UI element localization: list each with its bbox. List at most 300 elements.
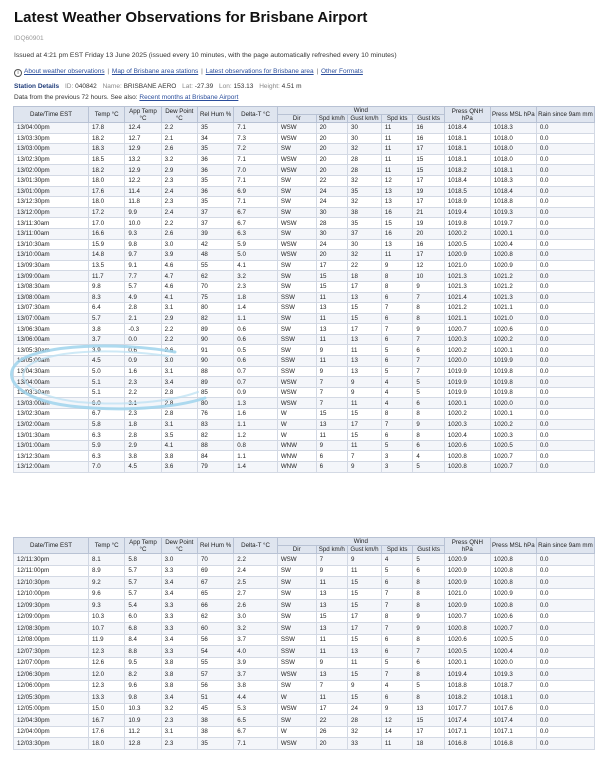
cell-rain: 0.0 (536, 260, 594, 271)
map-stations-link[interactable]: Map of Brisbane area stations (111, 68, 199, 75)
cell-wind-dir: SW (277, 207, 316, 218)
cell-rel-hum: 90 (197, 356, 233, 367)
cell-datetime: 13/03:30am (14, 387, 89, 398)
cell-temp: 6.4 (89, 303, 125, 314)
cell-wind-gust-kmh: 13 (348, 334, 382, 345)
cell-wind-dir: SSW (277, 356, 316, 367)
cell-temp: 9.2 (89, 577, 125, 589)
cell-wind-gust-kmh: 32 (348, 250, 382, 261)
cell-wind-gust-kts: 5 (413, 462, 444, 473)
cell-dew-point: 3.8 (161, 680, 197, 692)
cell-datetime: 12/05:00pm (14, 703, 89, 715)
cell-press-msl: 1017.4 (490, 715, 536, 727)
cell-wind-spd-kmh: 9 (316, 366, 347, 377)
cell-rain: 0.0 (536, 577, 594, 589)
cell-wind-gust-kts: 13 (413, 703, 444, 715)
cell-wind-gust-kts: 17 (413, 175, 444, 186)
header-press-qnh: Press QNH hPa (444, 538, 490, 554)
cell-wind-spd-kts: 7 (381, 623, 412, 635)
cell-dew-point: 2.1 (161, 133, 197, 144)
cell-app-temp: 5.7 (125, 565, 161, 577)
cell-press-qnh: 1020.2 (444, 228, 490, 239)
cell-datetime: 13/10:00am (14, 250, 89, 261)
table-row (14, 250, 595, 261)
cell-dew-point: 4.1 (161, 292, 197, 303)
table-row (14, 366, 595, 377)
other-formats-link[interactable]: Other Formats (320, 68, 363, 75)
cell-app-temp: 2.2 (125, 387, 161, 398)
cell-wind-dir: SW (277, 600, 316, 612)
latest-observations-link[interactable]: Latest observations for Brisbane area (205, 68, 314, 75)
cell-wind-spd-kmh: 17 (316, 260, 347, 271)
cell-wind-spd-kmh: 13 (316, 669, 347, 681)
cell-press-qnh: 1018.1 (444, 154, 490, 165)
cell-rain: 0.0 (536, 228, 594, 239)
cell-dew-point: 2.2 (161, 123, 197, 134)
cell-press-msl: 1021.0 (490, 313, 536, 324)
cell-rain: 0.0 (536, 398, 594, 409)
cell-dew-point: 3.0 (161, 239, 197, 250)
cell-wind-gust-kts: 6 (413, 565, 444, 577)
cell-app-temp: 2.9 (125, 440, 161, 451)
cell-rain: 0.0 (536, 715, 594, 727)
cell-press-msl: 1018.8 (490, 197, 536, 208)
cell-wind-spd-kts: 7 (381, 303, 412, 314)
cell-wind-dir: WNW (277, 451, 316, 462)
cell-wind-gust-kts: 8 (413, 588, 444, 600)
cell-delta-t: 7.3 (234, 133, 278, 144)
cell-press-qnh: 1020.9 (444, 600, 490, 612)
table-row (14, 726, 595, 738)
cell-wind-spd-kmh: 20 (316, 250, 347, 261)
cell-wind-gust-kmh: 15 (348, 409, 382, 420)
cell-datetime: 13/05:30am (14, 345, 89, 356)
cell-press-qnh: 1020.9 (444, 565, 490, 577)
cell-app-temp: 11.8 (125, 197, 161, 208)
cell-temp: 12.6 (89, 657, 125, 669)
cell-delta-t: 5.3 (234, 703, 278, 715)
cell-press-qnh: 1016.8 (444, 738, 490, 750)
cell-temp: 11.7 (89, 271, 125, 282)
table-row (14, 186, 595, 197)
cell-wind-dir: WSW (277, 218, 316, 229)
header-wind: Wind (277, 538, 444, 546)
cell-rel-hum: 36 (197, 154, 233, 165)
cell-wind-spd-kmh: 13 (316, 588, 347, 600)
cell-wind-dir: SSW (277, 646, 316, 658)
info-icon: i (14, 69, 22, 77)
cell-rel-hum: 38 (197, 715, 233, 727)
cell-dew-point: 2.3 (161, 715, 197, 727)
cell-rel-hum: 83 (197, 419, 233, 430)
cell-rain: 0.0 (536, 281, 594, 292)
cell-rain: 0.0 (536, 634, 594, 646)
cell-wind-gust-kts: 8 (413, 409, 444, 420)
cell-wind-spd-kts: 8 (381, 409, 412, 420)
cell-rel-hum: 66 (197, 600, 233, 612)
cell-datetime: 13/02:30am (14, 409, 89, 420)
cell-temp: 15.9 (89, 239, 125, 250)
table-row (14, 451, 595, 462)
cell-press-msl: 1020.4 (490, 239, 536, 250)
cell-app-temp: 2.8 (125, 430, 161, 441)
cell-wind-spd-kmh: 13 (316, 324, 347, 335)
cell-wind-dir: WSW (277, 387, 316, 398)
cell-delta-t: 3.0 (234, 611, 278, 623)
cell-datetime: 12/04:30pm (14, 715, 89, 727)
cell-wind-spd-kts: 6 (381, 577, 412, 589)
cell-app-temp: 9.5 (125, 657, 161, 669)
cell-rain: 0.0 (536, 611, 594, 623)
table-row (14, 738, 595, 750)
cell-press-msl: 1020.7 (490, 623, 536, 635)
cell-press-msl: 1019.7 (490, 218, 536, 229)
cell-wind-gust-kmh: 30 (348, 133, 382, 144)
cell-wind-gust-kts: 16 (413, 239, 444, 250)
cell-app-temp: 10.9 (125, 715, 161, 727)
cell-datetime: 13/01:30pm (14, 175, 89, 186)
cell-rain: 0.0 (536, 669, 594, 681)
cell-delta-t: 0.6 (234, 334, 278, 345)
cell-wind-spd-kts: 8 (381, 271, 412, 282)
cell-wind-gust-kmh: 11 (348, 345, 382, 356)
cell-dew-point: 3.1 (161, 303, 197, 314)
cell-delta-t: 3.2 (234, 271, 278, 282)
cell-wind-gust-kmh: 15 (348, 577, 382, 589)
cell-press-msl: 1020.3 (490, 430, 536, 441)
cell-press-qnh: 1018.2 (444, 165, 490, 176)
cell-app-temp: 13.2 (125, 154, 161, 165)
cell-rel-hum: 34 (197, 133, 233, 144)
cell-temp: 3.9 (89, 345, 125, 356)
cell-rel-hum: 56 (197, 634, 233, 646)
cell-app-temp: 0.6 (125, 345, 161, 356)
station-lat: -27.39 (194, 83, 214, 90)
cell-wind-gust-kts: 17 (413, 250, 444, 261)
cell-app-temp: 9.8 (125, 692, 161, 704)
table-row (14, 356, 595, 367)
cell-wind-dir: SW (277, 271, 316, 282)
header-wind: Wind (277, 107, 444, 115)
cell-press-msl: 1018.1 (490, 692, 536, 704)
cell-press-qnh: 1021.2 (444, 303, 490, 314)
cell-wind-spd-kts: 7 (381, 669, 412, 681)
cell-wind-spd-kts: 6 (381, 692, 412, 704)
cell-wind-spd-kts: 12 (381, 175, 412, 186)
cell-wind-spd-kts: 16 (381, 228, 412, 239)
table-row (14, 657, 595, 669)
cell-app-temp: 12.4 (125, 123, 161, 134)
cell-app-temp: 12.9 (125, 144, 161, 155)
cell-wind-gust-kts: 15 (413, 165, 444, 176)
cell-temp: 17.6 (89, 726, 125, 738)
table-row (14, 715, 595, 727)
cell-wind-spd-kts: 13 (381, 239, 412, 250)
cell-wind-spd-kts: 5 (381, 366, 412, 377)
cell-rain: 0.0 (536, 197, 594, 208)
cell-press-msl: 1020.0 (490, 657, 536, 669)
cell-wind-gust-kts: 21 (413, 207, 444, 218)
station-height: 4.51 m (281, 83, 302, 90)
cell-delta-t: 7.1 (234, 738, 278, 750)
cell-wind-gust-kmh: 32 (348, 144, 382, 155)
cell-delta-t: 1.1 (234, 313, 278, 324)
observations-table-2 (13, 537, 595, 750)
cell-rain: 0.0 (536, 680, 594, 692)
cell-wind-gust-kts: 12 (413, 260, 444, 271)
cell-press-msl: 1020.1 (490, 228, 536, 239)
cell-delta-t: 3.8 (234, 680, 278, 692)
cell-app-temp: 3.8 (125, 451, 161, 462)
cell-wind-gust-kmh: 13 (348, 292, 382, 303)
cell-wind-dir: WSW (277, 669, 316, 681)
cell-wind-dir: SW (277, 324, 316, 335)
cell-wind-dir: WSW (277, 377, 316, 388)
cell-rain: 0.0 (536, 133, 594, 144)
cell-app-temp: 2.3 (125, 377, 161, 388)
table-row (14, 239, 595, 250)
cell-rain: 0.0 (536, 600, 594, 612)
cell-rain: 0.0 (536, 356, 594, 367)
cell-temp: 16.7 (89, 715, 125, 727)
cell-rel-hum: 37 (197, 207, 233, 218)
cell-datetime: 13/04:00am (14, 377, 89, 388)
cell-wind-gust-kts: 7 (413, 334, 444, 345)
cell-dew-point: 2.4 (161, 186, 197, 197)
cell-app-temp: 8.2 (125, 669, 161, 681)
cell-wind-gust-kts: 8 (413, 313, 444, 324)
cell-rel-hum: 55 (197, 657, 233, 669)
cell-rel-hum: 38 (197, 726, 233, 738)
cell-dew-point: 3.0 (161, 356, 197, 367)
cell-datetime: 13/07:00am (14, 313, 89, 324)
cell-wind-gust-kmh: 17 (348, 419, 382, 430)
issued-text: Issued at 4:21 pm EST Friday 13 June 2025 (issued every 10 minutes, with the page automatically refreshed every 10 minutes) (14, 52, 397, 59)
cell-rel-hum: 54 (197, 646, 233, 658)
cell-wind-spd-kmh: 9 (316, 345, 347, 356)
cell-rel-hum: 42 (197, 239, 233, 250)
cell-press-qnh: 1020.4 (444, 430, 490, 441)
cell-wind-gust-kmh: 17 (348, 623, 382, 635)
cell-wind-gust-kts: 8 (413, 634, 444, 646)
cell-press-msl: 1020.8 (490, 554, 536, 566)
cell-press-qnh: 1019.8 (444, 218, 490, 229)
cell-rel-hum: 67 (197, 577, 233, 589)
cell-wind-spd-kmh: 15 (316, 281, 347, 292)
cell-temp: 8.9 (89, 565, 125, 577)
cell-press-msl: 1019.8 (490, 366, 536, 377)
header-datetime: Date/Time EST (14, 538, 89, 554)
cell-wind-gust-kts: 6 (413, 398, 444, 409)
cell-delta-t: 2.2 (234, 554, 278, 566)
cell-delta-t: 0.9 (234, 387, 278, 398)
cell-rel-hum: 84 (197, 451, 233, 462)
cell-press-qnh: 1020.1 (444, 657, 490, 669)
cell-wind-gust-kts: 9 (413, 324, 444, 335)
cell-press-qnh: 1019.4 (444, 669, 490, 681)
cell-wind-gust-kts: 9 (413, 611, 444, 623)
cell-app-temp: 6.8 (125, 623, 161, 635)
cell-delta-t: 0.8 (234, 440, 278, 451)
cell-wind-spd-kts: 12 (381, 715, 412, 727)
cell-datetime: 13/11:00am (14, 228, 89, 239)
cell-app-temp: 5.7 (125, 281, 161, 292)
cell-rain: 0.0 (536, 175, 594, 186)
cell-press-qnh: 1020.6 (444, 440, 490, 451)
table-row (14, 387, 595, 398)
cell-rain: 0.0 (536, 554, 594, 566)
cell-dew-point: 3.3 (161, 565, 197, 577)
cell-dew-point: 2.2 (161, 334, 197, 345)
cell-press-qnh: 1017.1 (444, 726, 490, 738)
cell-wind-dir: WSW (277, 703, 316, 715)
header-press-msl: Press MSL hPa (490, 107, 536, 123)
cell-delta-t: 3.7 (234, 669, 278, 681)
cell-rel-hum: 60 (197, 623, 233, 635)
cell-wind-spd-kmh: 20 (316, 738, 347, 750)
cell-datetime: 12/10:30pm (14, 577, 89, 589)
cell-temp: 18.0 (89, 175, 125, 186)
cell-wind-spd-kmh: 20 (316, 133, 347, 144)
cell-rain: 0.0 (536, 430, 594, 441)
cell-app-temp: 12.9 (125, 165, 161, 176)
cell-wind-spd-kts: 6 (381, 646, 412, 658)
cell-rel-hum: 56 (197, 680, 233, 692)
header-rain: Rain since 9am mm (536, 538, 594, 554)
cell-wind-dir: SW (277, 623, 316, 635)
cell-press-qnh: 1020.2 (444, 345, 490, 356)
station-id: 040842 (75, 83, 97, 90)
cell-wind-gust-kmh: 32 (348, 175, 382, 186)
cell-press-msl: 1020.8 (490, 565, 536, 577)
cell-press-msl: 1017.1 (490, 726, 536, 738)
cell-press-qnh: 1021.3 (444, 281, 490, 292)
cell-wind-gust-kts: 6 (413, 440, 444, 451)
cell-temp: 6.7 (89, 409, 125, 420)
cell-rel-hum: 36 (197, 165, 233, 176)
cell-wind-gust-kts: 7 (413, 292, 444, 303)
station-height-label: Height: (259, 83, 280, 90)
table-row (14, 144, 595, 155)
table-row (14, 377, 595, 388)
cell-dew-point: 3.3 (161, 600, 197, 612)
cell-wind-spd-kmh: 22 (316, 175, 347, 186)
cell-wind-spd-kts: 5 (381, 440, 412, 451)
cell-wind-gust-kts: 9 (413, 419, 444, 430)
cell-wind-dir: WNW (277, 462, 316, 473)
cell-wind-spd-kts: 13 (381, 197, 412, 208)
cell-wind-spd-kmh: 9 (316, 657, 347, 669)
cell-app-temp: 6.0 (125, 611, 161, 623)
header-temp: Temp °C (89, 107, 125, 123)
cell-datetime: 13/01:00pm (14, 186, 89, 197)
cell-press-qnh: 1020.5 (444, 646, 490, 658)
cell-press-msl: 1018.1 (490, 165, 536, 176)
cell-app-temp: 1.8 (125, 419, 161, 430)
cell-dew-point: 2.8 (161, 387, 197, 398)
cell-rain: 0.0 (536, 588, 594, 600)
cell-wind-spd-kmh: 13 (316, 303, 347, 314)
cell-datetime: 13/08:00am (14, 292, 89, 303)
cell-wind-gust-kts: 8 (413, 600, 444, 612)
cell-rain: 0.0 (536, 377, 594, 388)
cell-rel-hum: 45 (197, 703, 233, 715)
cell-wind-spd-kmh: 6 (316, 462, 347, 473)
cell-press-msl: 1018.3 (490, 123, 536, 134)
cell-temp: 8.1 (89, 554, 125, 566)
cell-wind-spd-kmh: 30 (316, 228, 347, 239)
cell-delta-t: 2.4 (234, 565, 278, 577)
cell-wind-gust-kmh: 28 (348, 154, 382, 165)
cell-wind-gust-kmh: 11 (348, 657, 382, 669)
cell-temp: 17.0 (89, 218, 125, 229)
cell-dew-point: 2.3 (161, 738, 197, 750)
cell-app-temp: 3.1 (125, 398, 161, 409)
cell-rain: 0.0 (536, 657, 594, 669)
cell-dew-point: 3.4 (161, 577, 197, 589)
cell-rel-hum: 85 (197, 387, 233, 398)
header-spd-kts: Spd kts (381, 546, 412, 554)
cell-delta-t: 0.7 (234, 377, 278, 388)
cell-wind-gust-kts: 16 (413, 123, 444, 134)
header-dew-point: Dew Point °C (161, 538, 197, 554)
cell-wind-dir: WSW (277, 554, 316, 566)
cell-wind-gust-kts: 8 (413, 692, 444, 704)
cell-rel-hum: 55 (197, 260, 233, 271)
cell-press-qnh: 1020.0 (444, 356, 490, 367)
about-observations-link[interactable]: About weather observations (24, 68, 105, 75)
cell-rain: 0.0 (536, 239, 594, 250)
cell-wind-dir: WSW (277, 123, 316, 134)
cell-wind-dir: WSW (277, 154, 316, 165)
recent-months-link[interactable]: Recent months at Brisbane Airport (139, 94, 239, 101)
cell-dew-point: 2.8 (161, 409, 197, 420)
cell-wind-gust-kts: 19 (413, 218, 444, 229)
cell-rain: 0.0 (536, 250, 594, 261)
cell-press-msl: 1019.3 (490, 669, 536, 681)
cell-wind-gust-kts: 4 (413, 451, 444, 462)
cell-app-temp: 10.0 (125, 218, 161, 229)
cell-wind-dir: SW (277, 186, 316, 197)
table-row (14, 313, 595, 324)
table-row (14, 634, 595, 646)
cell-rain: 0.0 (536, 324, 594, 335)
table-row (14, 228, 595, 239)
cell-delta-t: 6.7 (234, 726, 278, 738)
header-datetime: Date/Time EST (14, 107, 89, 123)
cell-app-temp: 9.7 (125, 250, 161, 261)
cell-datetime: 13/05:00am (14, 356, 89, 367)
cell-wind-gust-kmh: 9 (348, 462, 382, 473)
cell-app-temp: 10.3 (125, 703, 161, 715)
cell-delta-t: 4.4 (234, 692, 278, 704)
cell-wind-spd-kmh: 6 (316, 451, 347, 462)
table-row (14, 462, 595, 473)
cell-wind-dir: SSW (277, 292, 316, 303)
cell-press-qnh: 1018.8 (444, 680, 490, 692)
cell-rain: 0.0 (536, 623, 594, 635)
cell-rel-hum: 36 (197, 186, 233, 197)
header-press-qnh: Press QNH hPa (444, 107, 490, 123)
cell-wind-dir: SW (277, 715, 316, 727)
cell-wind-dir: SW (277, 313, 316, 324)
cell-wind-spd-kts: 11 (381, 154, 412, 165)
cell-press-qnh: 1021.0 (444, 588, 490, 600)
cell-delta-t: 4.1 (234, 260, 278, 271)
cell-press-qnh: 1021.1 (444, 313, 490, 324)
cell-wind-spd-kmh: 24 (316, 239, 347, 250)
cell-press-msl: 1020.5 (490, 440, 536, 451)
